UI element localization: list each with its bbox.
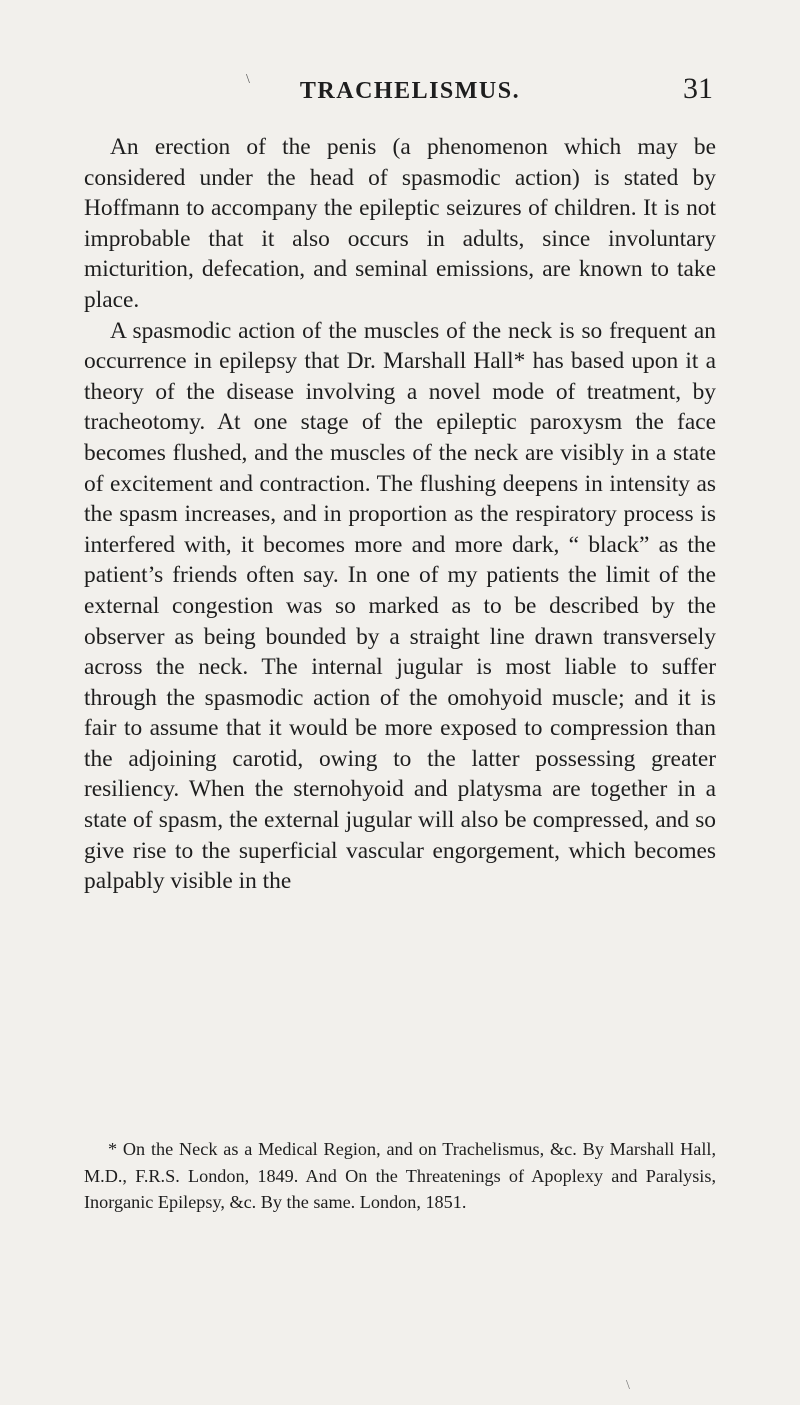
stray-mark: \	[246, 72, 250, 87]
main-text	[84, 132, 716, 897]
bottom-mark: \	[626, 1378, 630, 1393]
paragraph: A spasmodic action of the muscles of the neck is so frequent an occurrence in epilepsy that Dr. Marshall Hall* has based upon it a theory of the disease involving a novel mode of treatment, by tracheotomy. At one stage of the epileptic paroxysm the face becomes flushed, and the muscles of the neck are visibly in a state of excitement and contraction. The flushing deepens in intensity as the spasm increases, and in proportion as the respiratory process is interfered with, it becomes more and more dark, “ black” as the patient’s friends often say. In one of my patients the limit of the external congestion was so marked as to be described by the observer as being bounded by a straight line drawn transversely across the neck. The internal jugular is most liable to suffer through the spasmodic action of the omohyoid muscle; and it is fair to assume that it would be more exposed to compression than the adjoining carotid, owing to the latter possessing greater resiliency. When the sternohyoid and platysma are together in a state of spasm, the external jugular will also be compressed, and so give rise to the superficial vascular engorgement, which becomes palpably visible in the	[84, 317, 716, 895]
running-title: TRACHELISMUS.	[299, 78, 521, 104]
page-header	[0, 72, 800, 118]
footnote	[84, 1136, 716, 1216]
paragraph: An erection of the penis (a phenomenon which may be considered under the head of spasmodic action) is stated by Hoffmann to accompany the epileptic seizures of children. It is not improbable that it also occurs in adults, since involuntary micturition, defecation, and seminal emissions, are known to take place.	[84, 134, 716, 313]
footnote-text: * On the Neck as a Medical Region, and on Trachelismus, &c. By Marshall Hall, M.D., F.R.S. London, 1849. And On the Threatenings of Apoplexy and Paralysis, Inorganic Epilepsy, &c. By the same. London, 1851.	[84, 1139, 716, 1212]
page-number: 31	[683, 72, 713, 105]
